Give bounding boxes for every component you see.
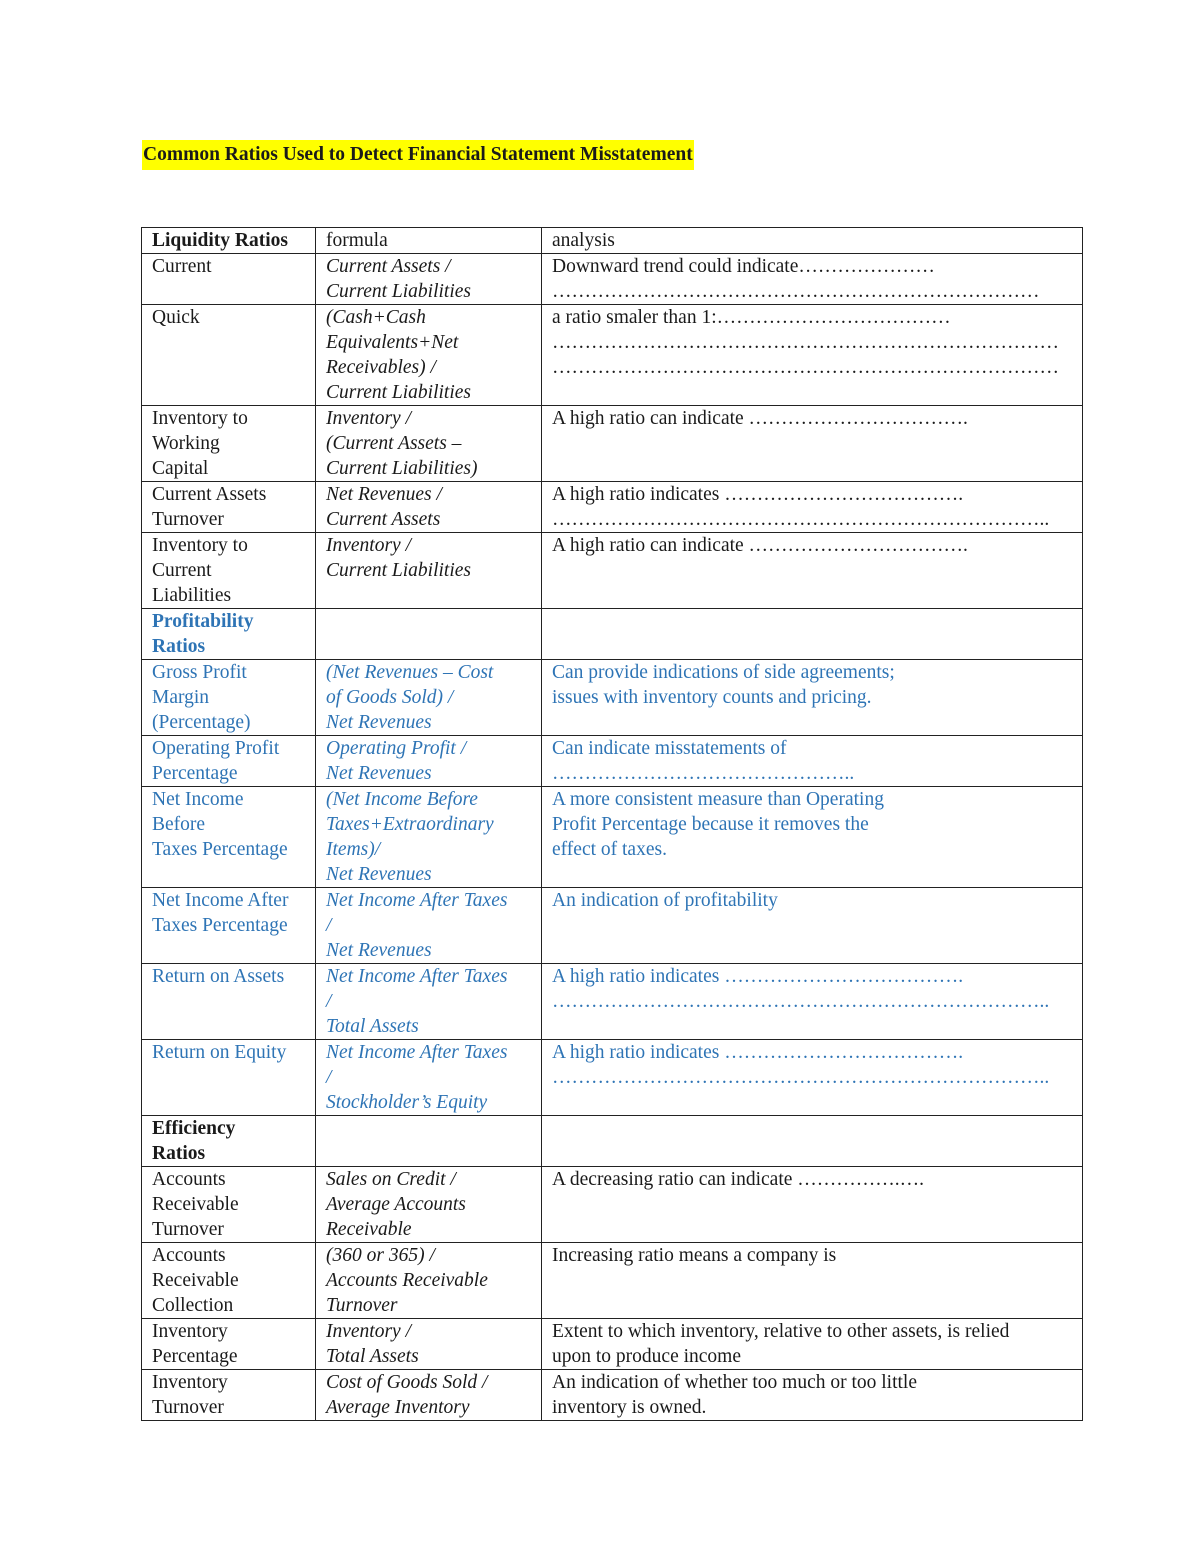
header-liquidity-ratios: Liquidity Ratios [142, 228, 316, 254]
cell-section-title-line: Ratios [152, 636, 206, 657]
cell-analysis-line: a ratio smaler than 1:……………………………… [552, 307, 951, 328]
cell-analysis-line: A high ratio can indicate ……………………………. [552, 408, 968, 429]
cell-analysis [542, 787, 1083, 888]
cell-formula [316, 533, 542, 609]
cell-analysis-line: inventory is owned. [552, 1397, 707, 1418]
cell-analysis-line: ………………………………………………………………….. [552, 509, 1050, 530]
cell-analysis-line: Can indicate misstatements of [552, 738, 787, 759]
cell-ratio-name-line: Working [152, 433, 220, 454]
cell-formula [316, 888, 542, 964]
cell-analysis-line: ………………………………………………………………….. [552, 991, 1050, 1012]
page-title: Common Ratios Used to Detect Financial Statement Misstatement [142, 140, 694, 170]
cell-formula [316, 1040, 542, 1116]
cell-formula-line: Current Assets / [326, 256, 451, 277]
cell-formula-line: Net Revenues [326, 763, 432, 784]
cell-analysis [542, 1040, 1083, 1116]
cell-formula-line: / [326, 991, 332, 1012]
cell-analysis-line: …………………………………………………………………… [552, 357, 1059, 378]
table-row [142, 964, 1083, 1040]
cell-ratio-name-line: Inventory [152, 1321, 228, 1342]
cell-ratio-name-line: Net Income [152, 789, 244, 810]
cell-formula-line: Net Revenues [326, 712, 432, 733]
cell-ratio-name-line: Taxes Percentage [152, 915, 288, 936]
cell-ratio-name [142, 1370, 316, 1421]
cell-analysis-line: Profit Percentage because it removes the [552, 814, 869, 835]
cell-section-title-line: Profitability [152, 611, 254, 632]
cell-ratio-name-line: Turnover [152, 1219, 224, 1240]
cell-analysis [542, 1167, 1083, 1243]
table-row [142, 1243, 1083, 1319]
cell-ratio-name-line: Return on Assets [152, 966, 285, 987]
cell-analysis-line: A high ratio indicates ………………………………. [552, 966, 964, 987]
cell-formula-line: (Net Revenues – Cost [326, 662, 494, 683]
cell-formula [316, 1319, 542, 1370]
cell-analysis-line: Can provide indications of side agreements; [552, 662, 895, 683]
cell-formula-line: Total Assets [326, 1016, 419, 1037]
cell-formula [316, 406, 542, 482]
cell-analysis [542, 305, 1083, 406]
cell-analysis-line: upon to produce income [552, 1346, 741, 1367]
cell-analysis [542, 660, 1083, 736]
cell-formula-line: / [326, 915, 332, 936]
table-row [142, 482, 1083, 533]
header-analysis: analysis [542, 228, 1083, 254]
table-row [142, 736, 1083, 787]
cell-formula-line: Sales on Credit / [326, 1169, 456, 1190]
table-row [142, 533, 1083, 609]
cell-formula [316, 660, 542, 736]
cell-analysis-line: A high ratio can indicate ……………………………. [552, 535, 968, 556]
cell-formula-line: Receivables) / [326, 357, 436, 378]
table-row [142, 888, 1083, 964]
cell-formula-line: Current Assets [326, 509, 441, 530]
cell-analysis-line: A high ratio indicates ………………………………. [552, 1042, 964, 1063]
cell-formula-line: (Cash+Cash [326, 307, 426, 328]
cell-analysis-line: issues with inventory counts and pricing. [552, 687, 872, 708]
table-row [142, 254, 1083, 305]
cell-analysis-line: A more consistent measure than Operating [552, 789, 884, 810]
cell-ratio-name-line: Current [152, 256, 212, 277]
cell-formula-line: Receivable [326, 1219, 412, 1240]
cell-ratio-name-line: Net Income After [152, 890, 289, 911]
cell-formula [316, 964, 542, 1040]
table-row [142, 787, 1083, 888]
cell-analysis-line: An indication of profitability [552, 890, 778, 911]
cell-analysis-line: Extent to which inventory, relative to other assets, is relied [552, 1321, 1010, 1342]
cell-ratio-name [142, 660, 316, 736]
cell-formula-line: Net Revenues [326, 940, 432, 961]
cell-formula-line: Accounts Receivable [326, 1270, 488, 1291]
cell-ratio-name-line: Before [152, 814, 206, 835]
cell-empty [316, 1116, 542, 1167]
cell-analysis [542, 736, 1083, 787]
cell-empty [542, 609, 1083, 660]
cell-analysis-line: A decreasing ratio can indicate …………….…. [552, 1169, 925, 1190]
cell-ratio-name [142, 888, 316, 964]
cell-ratio-name-line: Turnover [152, 1397, 224, 1418]
cell-ratio-name [142, 1040, 316, 1116]
cell-ratio-name [142, 1167, 316, 1243]
cell-ratio-name [142, 1319, 316, 1370]
cell-formula-line: Inventory / [326, 535, 412, 556]
cell-formula [316, 305, 542, 406]
cell-ratio-name [142, 1243, 316, 1319]
header-formula: formula [316, 228, 542, 254]
cell-ratio-name-line: Quick [152, 307, 200, 328]
cell-analysis [542, 888, 1083, 964]
cell-formula-line: / [326, 1067, 332, 1088]
cell-formula-line: Net Revenues / [326, 484, 442, 505]
cell-empty [316, 609, 542, 660]
cell-formula-line: Net Income After Taxes [326, 966, 508, 987]
cell-ratio-name [142, 964, 316, 1040]
cell-formula-line: Current Liabilities [326, 281, 472, 302]
cell-analysis [542, 406, 1083, 482]
cell-empty [542, 1116, 1083, 1167]
table-row [142, 1167, 1083, 1243]
cell-ratio-name-line: Inventory to [152, 535, 248, 556]
cell-formula-line: Net Income After Taxes [326, 1042, 508, 1063]
cell-formula-line: Taxes+Extraordinary [326, 814, 494, 835]
cell-formula [316, 787, 542, 888]
cell-analysis [542, 1243, 1083, 1319]
cell-formula [316, 1370, 542, 1421]
cell-ratio-name [142, 533, 316, 609]
cell-formula-line: Equivalents+Net [326, 332, 459, 353]
cell-ratio-name-line: Percentage [152, 763, 238, 784]
cell-formula-line: Current Liabilities) [326, 458, 478, 479]
cell-ratio-name-line: Accounts [152, 1169, 226, 1190]
cell-analysis-line: A high ratio indicates ………………………………. [552, 484, 964, 505]
cell-ratio-name-line: (Percentage) [152, 712, 251, 733]
cell-analysis-line: ………………………………………………………………….. [552, 1067, 1050, 1088]
cell-formula-line: Items)/ [326, 839, 381, 860]
section-header-row [142, 609, 1083, 660]
cell-formula-line: Net Income After Taxes [326, 890, 508, 911]
cell-ratio-name-line: Operating Profit [152, 738, 280, 759]
cell-ratio-name-line: Capital [152, 458, 209, 479]
cell-ratio-name-line: Collection [152, 1295, 234, 1316]
cell-formula-line: Current Liabilities [326, 560, 472, 581]
cell-ratio-name-line: Receivable [152, 1194, 239, 1215]
cell-ratio-name [142, 482, 316, 533]
cell-section-title [142, 1116, 316, 1167]
cell-ratio-name [142, 254, 316, 305]
cell-formula [316, 254, 542, 305]
cell-formula-line: of Goods Sold) / [326, 687, 454, 708]
cell-formula-line: Operating Profit / [326, 738, 467, 759]
cell-analysis-line: ………………………………………………………………… [552, 281, 1040, 302]
cell-ratio-name-line: Liabilities [152, 585, 232, 606]
cell-formula [316, 1167, 542, 1243]
cell-formula-line: Current Liabilities [326, 382, 472, 403]
cell-formula-line: Cost of Goods Sold / [326, 1372, 488, 1393]
cell-ratio-name-line: Inventory to [152, 408, 248, 429]
cell-ratio-name-line: Gross Profit [152, 662, 247, 683]
cell-ratio-name [142, 305, 316, 406]
table-row [142, 406, 1083, 482]
cell-ratio-name-line: Receivable [152, 1270, 239, 1291]
cell-ratio-name-line: Percentage [152, 1346, 238, 1367]
cell-formula-line: Stockholder’s Equity [326, 1092, 488, 1113]
cell-formula-line: Inventory / [326, 1321, 412, 1342]
cell-formula-line: Net Revenues [326, 864, 432, 885]
cell-ratio-name [142, 736, 316, 787]
cell-formula-line: Total Assets [326, 1346, 419, 1367]
cell-ratio-name [142, 406, 316, 482]
cell-analysis [542, 1370, 1083, 1421]
cell-formula-line: Average Accounts [326, 1194, 466, 1215]
cell-ratio-name [142, 787, 316, 888]
table-row [142, 1319, 1083, 1370]
cell-formula [316, 1243, 542, 1319]
ratio-table [141, 227, 1083, 1421]
table-row [142, 305, 1083, 406]
cell-analysis-line: An indication of whether too much or too little [552, 1372, 918, 1393]
cell-analysis-line: …………………………………………………………………… [552, 332, 1059, 353]
ratio-table-body [142, 228, 1083, 1421]
table-header-row [142, 228, 1083, 254]
cell-formula-line: (Net Income Before [326, 789, 478, 810]
section-header-row [142, 1116, 1083, 1167]
cell-section-title-line: Ratios [152, 1143, 206, 1164]
cell-formula [316, 482, 542, 533]
cell-ratio-name-line: Margin [152, 687, 210, 708]
cell-analysis [542, 533, 1083, 609]
cell-analysis-line: effect of taxes. [552, 839, 667, 860]
cell-ratio-name-line: Return on Equity [152, 1042, 287, 1063]
table-row [142, 1040, 1083, 1116]
table-row [142, 660, 1083, 736]
cell-ratio-name-line: Inventory [152, 1372, 228, 1393]
cell-formula-line: Average Inventory [326, 1397, 470, 1418]
cell-ratio-name-line: Turnover [152, 509, 224, 530]
cell-analysis [542, 482, 1083, 533]
cell-formula [316, 736, 542, 787]
cell-formula-line: (360 or 365) / [326, 1245, 435, 1266]
cell-analysis [542, 964, 1083, 1040]
cell-formula-line: Inventory / [326, 408, 412, 429]
cell-section-title [142, 609, 316, 660]
cell-ratio-name-line: Accounts [152, 1245, 226, 1266]
cell-analysis [542, 1319, 1083, 1370]
cell-formula-line: Turnover [326, 1295, 398, 1316]
cell-analysis-line: Downward trend could indicate………………… [552, 256, 935, 277]
cell-ratio-name-line: Current Assets [152, 484, 267, 505]
cell-section-title-line: Efficiency [152, 1118, 236, 1139]
cell-ratio-name-line: Current [152, 560, 212, 581]
cell-analysis [542, 254, 1083, 305]
cell-ratio-name-line: Taxes Percentage [152, 839, 288, 860]
cell-analysis-line: ……………………………………….. [552, 763, 855, 784]
cell-formula-line: (Current Assets – [326, 433, 462, 454]
cell-analysis-line: Increasing ratio means a company is [552, 1245, 837, 1266]
table-row [142, 1370, 1083, 1421]
